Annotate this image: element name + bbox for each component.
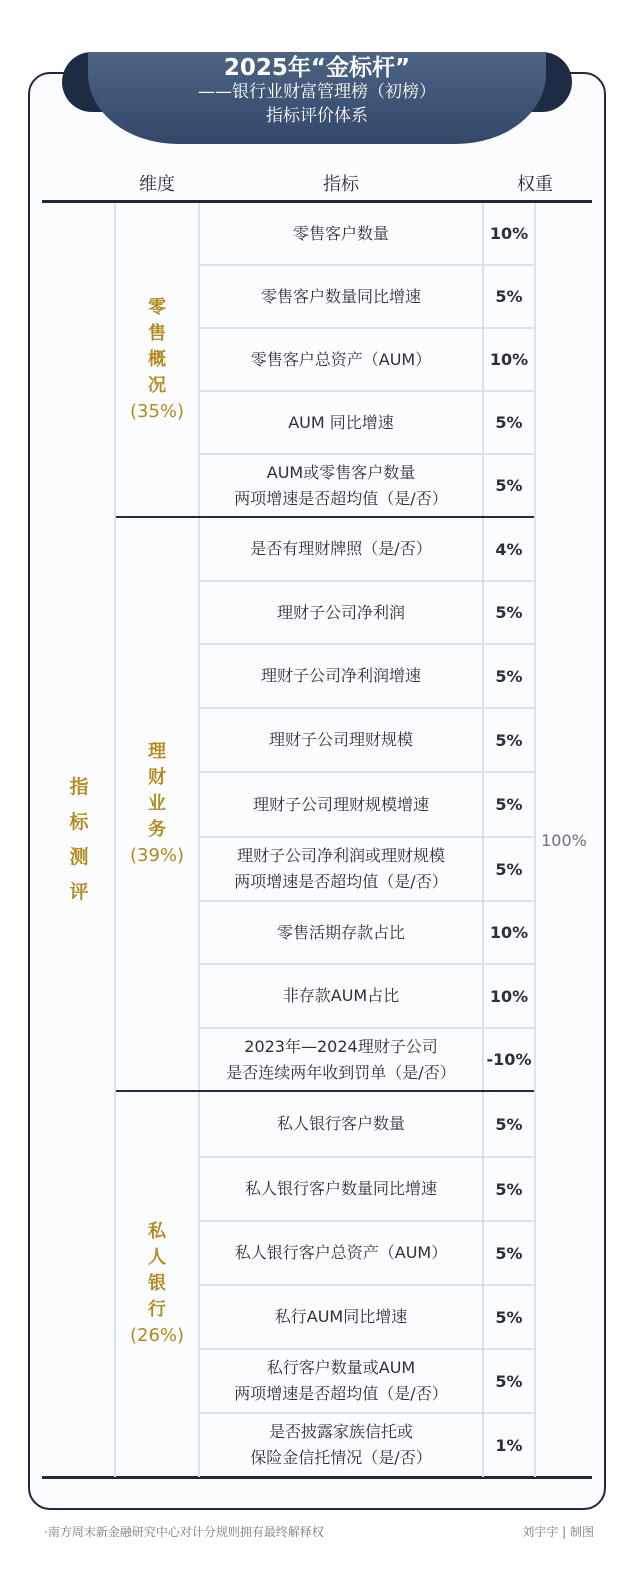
footer-credit: 刘宇宇 | 制图	[522, 1525, 594, 1539]
table-bottom-rule	[42, 1476, 592, 1479]
table-row: 理财子公司净利润或理财规模 两项增速是否超均值（是/否）	[234, 846, 448, 891]
weight-cell: 4%	[495, 539, 523, 559]
weight-cell: 5%	[495, 1114, 523, 1134]
table-row: 私人银行客户总资产（AUM）	[234, 1243, 448, 1262]
weight-cell: 5%	[495, 476, 523, 495]
table-row: 零售客户数量	[292, 223, 389, 243]
weight-cell: 5%	[495, 795, 523, 814]
weight-cell: 5%	[495, 1307, 523, 1327]
table-row: 零售客户数量同比增速	[260, 286, 421, 306]
table-row: 零售活期存款占比	[276, 922, 405, 942]
weight-cell: 10%	[489, 986, 529, 1006]
weight-cell: 5%	[495, 413, 523, 432]
weight-cell: 5%	[495, 1371, 523, 1391]
weight-cell: 10%	[489, 224, 529, 243]
table-row: 理财子公司净利润	[276, 602, 405, 622]
weight-cell: 5%	[495, 603, 523, 622]
title-line-2: ——银行业财富管理榜（初榜）	[198, 82, 436, 102]
weight-cell: 5%	[495, 859, 523, 879]
weight-cell: 5%	[495, 666, 523, 686]
table-row: 理财子公司理财规模	[268, 730, 413, 749]
table-row: 是否披露家族信托或 保险金信托情况（是/否）	[250, 1422, 432, 1467]
weight-cell: 10%	[489, 923, 529, 942]
table-row: AUM 同比增速	[288, 412, 394, 432]
table-row: 非存款AUM占比	[282, 986, 400, 1005]
table-row: 理财子公司理财规模增速	[252, 794, 429, 814]
table-row: 私行客户数量或AUM 两项增速是否超均值（是/否）	[234, 1358, 448, 1403]
table-row: 私人银行客户数量	[276, 1114, 405, 1133]
dimension-retail-overview: 零 售 概 况 (35%)	[129, 297, 185, 422]
column-header-indicator: 指标	[323, 174, 359, 195]
table-row: AUM或零售客户数量 两项增速是否超均值（是/否）	[234, 462, 448, 508]
weight-cell: 1%	[495, 1435, 523, 1455]
outer-label-index-evaluation: 指 标 测 评	[69, 776, 89, 903]
footer-note: ·南方周末新金融研究中心对计分规则拥有最终解释权	[44, 1525, 324, 1539]
title-line-1: 2025年“金标杆”	[223, 55, 411, 81]
table-row: 私人银行客户数量同比增速	[244, 1179, 437, 1198]
weight-cell: -10%	[486, 1050, 532, 1069]
weight-cell: 10%	[489, 350, 529, 369]
weight-cell: 5%	[495, 287, 523, 306]
title-banner	[88, 52, 546, 144]
table-row: 是否有理财牌照（是/否）	[250, 539, 432, 558]
column-headers	[0, 166, 640, 200]
dimension-wealth-management: 理 财 业 务 (39%)	[129, 741, 185, 866]
table-row: 2023年—2024理财子公司 是否连续两年收到罚单（是/否）	[226, 1036, 456, 1082]
weight-cell: 5%	[495, 1243, 523, 1263]
table-row: 私行AUM同比增速	[274, 1307, 408, 1326]
dimension-private-banking: 私 人 银 行 (26%)	[129, 1221, 185, 1346]
weight-cell: 5%	[495, 1179, 523, 1199]
table-row: 零售客户总资产（AUM）	[250, 349, 432, 369]
title-line-3: 指标评价体系	[266, 106, 368, 126]
column-header-weight: 权重	[517, 174, 553, 195]
column-header-dimension: 维度	[139, 174, 175, 195]
total-weight: 100%	[541, 830, 587, 850]
weight-cell: 5%	[495, 730, 523, 750]
table-row: 理财子公司净利润增速	[260, 666, 421, 685]
